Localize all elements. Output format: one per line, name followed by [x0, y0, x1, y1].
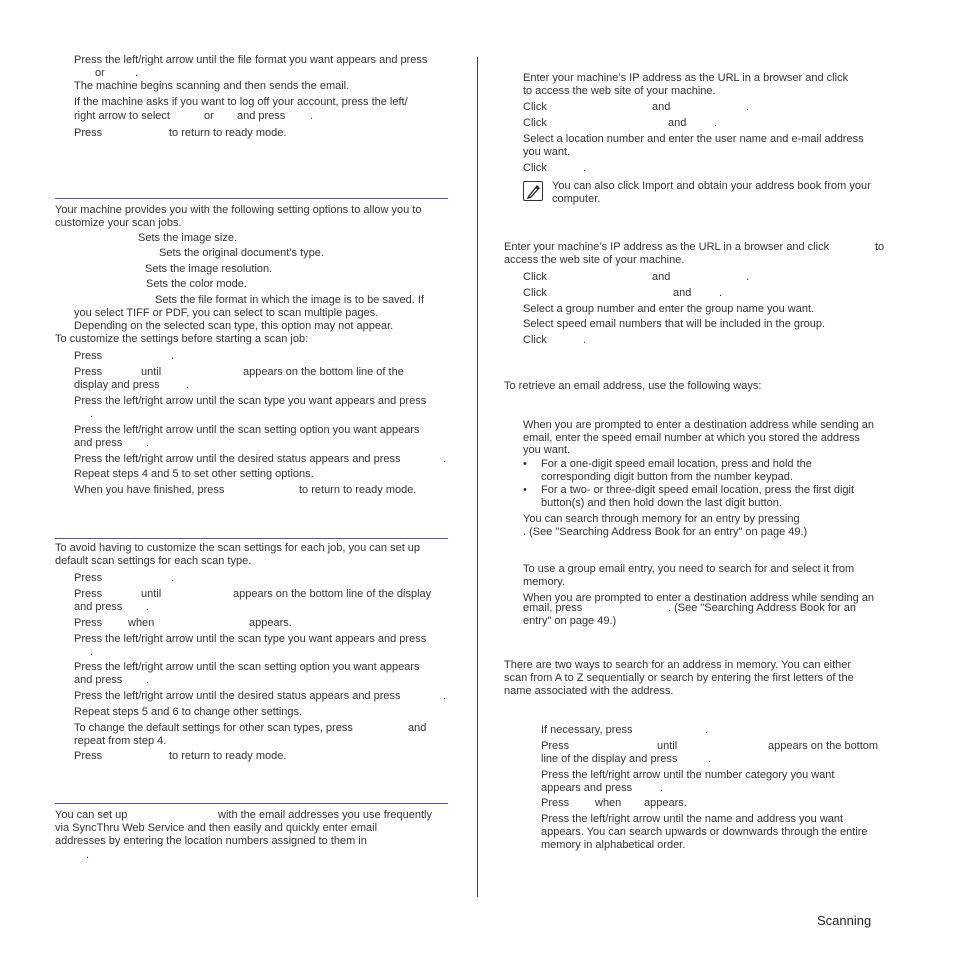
- paragraph: scan from A to Z sequentially or search by entering the first letters of the: [504, 672, 854, 684]
- paragraph: to: [875, 241, 885, 253]
- bullet-icon: •: [523, 458, 527, 470]
- step-text: Press: [74, 588, 103, 600]
- column-divider: [477, 57, 478, 897]
- section-rule: [55, 198, 448, 199]
- step-text: .: [171, 350, 175, 362]
- step-text: and: [652, 271, 671, 283]
- step-text: .: [146, 674, 150, 686]
- paragraph: access the web site of your machine.: [504, 254, 685, 266]
- step-text: right arrow to select: [74, 110, 170, 122]
- bullet-text: corresponding digit button from the number keypad.: [541, 471, 793, 483]
- step-text: when: [128, 617, 155, 629]
- paragraph: Enter your machine’s IP address as the URL in a browser and click: [504, 241, 830, 253]
- step-text: until: [141, 588, 162, 600]
- option-desc: Sets the color mode.: [146, 278, 247, 290]
- step-text: When you have finished, press: [74, 484, 225, 496]
- paragraph: You can set up: [55, 809, 128, 821]
- paragraph: When you are prompted to enter a destination address while sending an: [523, 592, 874, 604]
- step-text: .: [186, 379, 190, 391]
- step-text: Press the left/right arrow until the scan setting option you want appears: [74, 424, 420, 436]
- step-text: The machine begins scanning and then sends the email.: [74, 80, 350, 92]
- paragraph: When you are prompted to enter a destination address while sending an: [523, 419, 874, 431]
- paragraph: name associated with the address.: [504, 685, 674, 697]
- section-rule: [55, 803, 448, 804]
- step-text: Press the left/right arrow until the number category you want: [541, 769, 835, 781]
- step-text: Repeat steps 4 and 5 to set other setting options.: [74, 468, 314, 480]
- step-text: and: [668, 117, 687, 129]
- step-text: Select a group number and enter the group name you want.: [523, 303, 815, 315]
- step-text: and: [652, 101, 671, 113]
- step-text: .: [719, 287, 723, 299]
- paragraph: . (See "Searching Address Book for an: [668, 602, 856, 614]
- option-desc: you select TIFF or PDF, you can select to scan multiple pages.: [74, 307, 379, 319]
- paragraph: You can search through memory for an entry by pressing: [523, 513, 800, 525]
- step-text: or: [204, 110, 214, 122]
- step-text: To change the default settings for other scan types, press: [74, 722, 353, 734]
- step-text: and press: [74, 601, 123, 613]
- paragraph: email, press: [523, 602, 583, 614]
- step-text: repeat from step 4.: [74, 735, 167, 747]
- step-text: Press the left/right arrow until the desired status appears and press: [74, 690, 401, 702]
- bullet-text: For a one-digit speed email location, press and hold the: [541, 458, 812, 470]
- step-text: Press the left/right arrow until the scan setting option you want appears: [74, 661, 420, 673]
- paragraph: via SyncThru Web Service and then easily and quickly enter email: [55, 822, 378, 834]
- step-text: Press the left/right arrow until the name and address you want: [541, 813, 844, 825]
- step-text: .: [714, 117, 718, 129]
- page-footer-section: Scanning: [817, 913, 872, 928]
- step-text: to access the web site of your machine.: [523, 85, 716, 97]
- bullet-icon: •: [523, 484, 527, 496]
- option-desc: Sets the original document’s type.: [159, 247, 324, 259]
- paragraph: you want.: [523, 444, 571, 456]
- bullet-text: For a two- or three-digit speed email location, press the first digit: [541, 484, 855, 496]
- step-text: Press: [74, 127, 103, 139]
- step-text: .: [443, 453, 447, 465]
- step-text: .: [660, 782, 664, 794]
- step-text: Select a location number and enter the user name and e-mail address: [523, 133, 864, 145]
- step-text: .: [90, 408, 94, 420]
- paragraph: To avoid having to customize the scan settings for each job, you can set up: [55, 542, 421, 554]
- paragraph: To retrieve an email address, use the following ways:: [504, 380, 762, 392]
- step-text: .: [310, 110, 314, 122]
- paragraph: .: [86, 849, 90, 861]
- step-text: Press: [74, 572, 103, 584]
- paragraph: To use a group email entry, you need to search for and select it from: [523, 563, 855, 575]
- note-text: You can also click Import and obtain your address book from your: [552, 180, 871, 192]
- step-text: .: [746, 271, 750, 283]
- paragraph: email, enter the speed email number at which you stored the address: [523, 432, 860, 444]
- step-text: appears and press: [541, 782, 633, 794]
- step-text: display and press: [74, 379, 160, 391]
- step-text: Press: [74, 617, 103, 629]
- step-text: Repeat steps 5 and 6 to change other settings.: [74, 706, 303, 718]
- step-text: Enter your machine’s IP address as the URL in a browser and click: [523, 72, 849, 84]
- step-text: to return to ready mode.: [169, 750, 287, 762]
- step-text: .: [90, 646, 94, 658]
- paragraph: entry" on page 49.): [523, 615, 617, 627]
- step-text: If necessary, press: [541, 724, 633, 736]
- bullet-text: button(s) and then hold down the last digit button.: [541, 497, 782, 509]
- step-text: Click: [523, 117, 547, 129]
- step-text: to return to ready mode.: [299, 484, 417, 496]
- step-text: If the machine asks if you want to log off your account, press the left/: [74, 96, 408, 108]
- step-text: and press: [237, 110, 286, 122]
- step-text: Click: [523, 287, 547, 299]
- option-desc: Sets the file format in which the image is to be saved. If: [155, 294, 425, 306]
- step-text: .: [705, 724, 709, 736]
- paragraph: To customize the settings before starting a scan job:: [55, 333, 309, 345]
- option-desc: Depending on the selected scan type, this option may not appear.: [74, 320, 394, 332]
- step-text: until: [657, 740, 678, 752]
- paragraph: There are two ways to search for an address in memory. You can either: [504, 659, 852, 671]
- step-text: Press: [74, 366, 103, 378]
- step-text: Click: [523, 101, 547, 113]
- step-text: Press: [74, 750, 103, 762]
- step-text: .: [583, 334, 587, 346]
- step-text: and press: [74, 437, 123, 449]
- paragraph: Your machine provides you with the following setting options to allow you to: [55, 204, 422, 216]
- step-text: line of the display and press: [541, 753, 678, 765]
- step-text: you want.: [523, 146, 571, 158]
- step-text: memory in alphabetical order.: [541, 839, 686, 851]
- step-text: to return to ready mode.: [169, 127, 287, 139]
- step-text: until: [141, 366, 162, 378]
- step-text: Press: [541, 797, 570, 809]
- step-text: or: [95, 67, 105, 79]
- step-text: appears on the bottom line of the: [243, 366, 404, 378]
- step-text: appears on the bottom line of the display: [233, 588, 432, 600]
- note-icon: [523, 181, 543, 201]
- step-text: Select speed email numbers that will be included in the group.: [523, 318, 826, 330]
- step-text: Press: [74, 350, 103, 362]
- step-text: Click: [523, 271, 547, 283]
- step-text: .: [443, 690, 447, 702]
- step-text: appears. You can search upwards or downwards through the entire: [541, 826, 868, 838]
- step-text: .: [171, 572, 175, 584]
- paragraph: addresses by entering the location numbers assigned to them in: [55, 835, 367, 847]
- section-rule: [55, 538, 448, 539]
- option-desc: Sets the image size.: [138, 232, 238, 244]
- paragraph: memory.: [523, 576, 565, 588]
- step-text: .: [583, 162, 587, 174]
- step-text: and press: [74, 674, 123, 686]
- step-text: and: [408, 722, 427, 734]
- step-text: Press the left/right arrow until the file format you want appears and press: [74, 54, 428, 66]
- step-text: appears.: [644, 797, 687, 809]
- step-text: .: [146, 601, 150, 613]
- step-text: .: [135, 67, 139, 79]
- step-text: Press the left/right arrow until the scan type you want appears and press: [74, 395, 427, 407]
- step-text: appears.: [249, 617, 292, 629]
- step-text: when: [595, 797, 622, 809]
- note-text: computer.: [552, 193, 601, 205]
- step-text: appears on the bottom: [768, 740, 879, 752]
- paragraph: . (See "Searching Address Book for an entry" on page 49.): [523, 526, 808, 538]
- paragraph: with the email addresses you use frequently: [218, 809, 433, 821]
- step-text: Click: [523, 334, 547, 346]
- step-text: .: [146, 437, 150, 449]
- paragraph: default scan settings for each scan type.: [55, 555, 252, 567]
- step-text: Press: [541, 740, 570, 752]
- step-text: and: [673, 287, 692, 299]
- option-desc: Sets the image resolution.: [145, 263, 273, 275]
- paragraph: customize your scan jobs.: [55, 217, 182, 229]
- step-text: Press the left/right arrow until the desired status appears and press: [74, 453, 401, 465]
- step-text: Click: [523, 162, 547, 174]
- step-text: .: [708, 753, 712, 765]
- step-text: Press the left/right arrow until the scan type you want appears and press: [74, 633, 427, 645]
- step-text: .: [746, 101, 750, 113]
